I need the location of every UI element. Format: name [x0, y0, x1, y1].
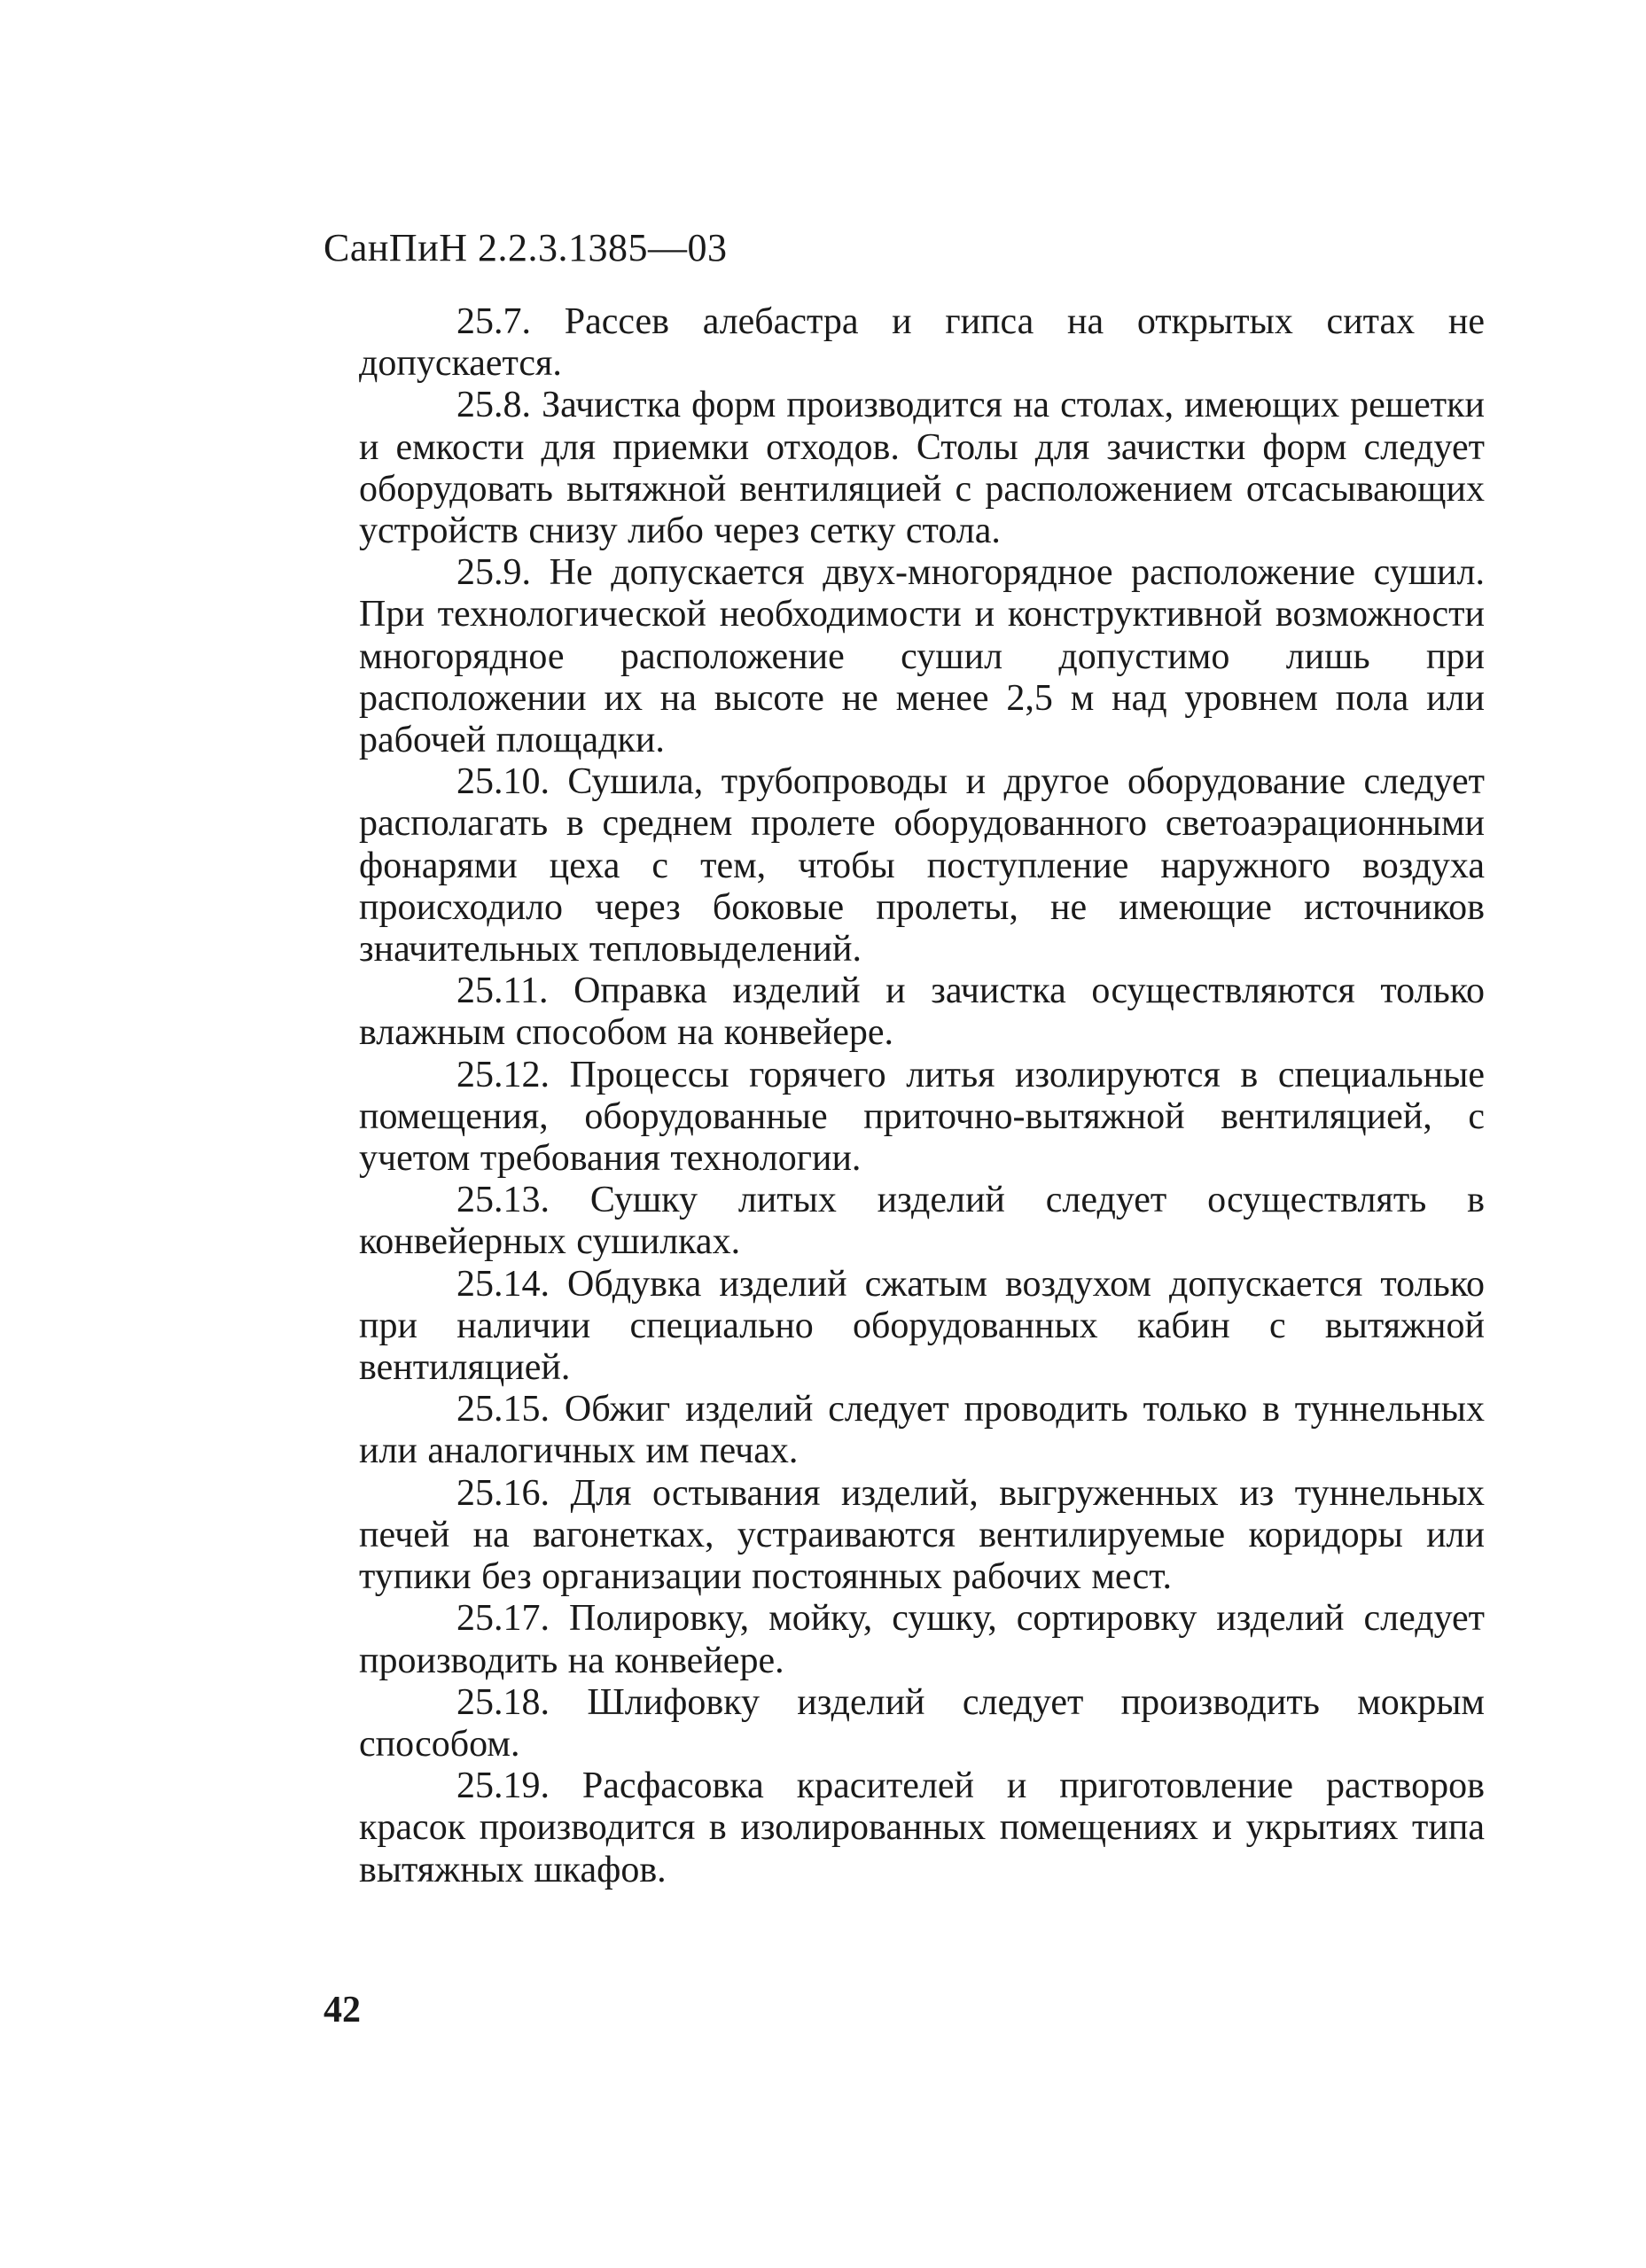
paragraph-25-18: [359, 1682, 1485, 1765]
paragraph-text: Шлифовку изделий следует производить мокрым способом.: [359, 1681, 1486, 1765]
paragraph-number: 25.16.: [456, 1472, 550, 1514]
paragraph-text: Обжиг изделий следует проводить только в туннельных или аналогичных им печах.: [359, 1389, 1485, 1472]
paragraph-25-12: [359, 1055, 1485, 1181]
paragraph-25-15: [359, 1389, 1485, 1472]
paragraph-25-13: [359, 1180, 1485, 1263]
paragraph-25-10: [359, 761, 1485, 970]
paragraph-text: Расфасовка красителей и приготовление растворов красок производится в изолированных помещениях и укрытиях типа вытяжных шкафов.: [359, 1765, 1485, 1890]
paragraph-text: Полировку, мойку, сушку, сортировку изделий следует производить на конвейере.: [359, 1598, 1486, 1681]
paragraph-text: Процессы горячего литья изолируются в специальные помещения, оборудованные приточно-вытяжной вентиляцией, с учетом требования технологии.: [359, 1054, 1486, 1180]
paragraph-text: Не допускается двух-многорядное расположение сушил. При технологической необходимости и конструктивной возможности многорядное расположение сушил допустимо лишь при расположении их на высоте не менее 2,5 м над уровнем пола или рабочей площадки.: [359, 552, 1485, 761]
paragraph-number: 25.13.: [456, 1180, 550, 1221]
paragraph-25-14: [359, 1264, 1485, 1390]
paragraph-25-7: [359, 301, 1485, 385]
paragraph-text: Сушку литых изделий следует осуществлять в конвейерных сушилках.: [359, 1180, 1486, 1263]
paragraph-number: 25.18.: [456, 1681, 550, 1723]
paragraph-25-9: [359, 552, 1485, 761]
paragraph-25-11: [359, 970, 1485, 1054]
document-code-header: СанПиН 2.2.3.1385—03: [324, 226, 728, 269]
paragraph-text: Обдувка изделий сжатым воздухом допускается только при наличии специально оборудованных кабин с вытяжной вентиляцией.: [359, 1263, 1486, 1389]
paragraph-number: 25.15.: [456, 1389, 550, 1430]
page-number: 42: [324, 1990, 361, 2030]
paragraph-number: 25.8.: [456, 385, 531, 426]
paragraph-number: 25.11.: [456, 970, 549, 1012]
paragraph-text: Оправка изделий и зачистка осуществляются только влажным способом на конвейере.: [359, 970, 1486, 1054]
paragraph-text: Сушила, трубопроводы и другое оборудование следует располагать в среднем пролете оборудованного светоаэрационными фонарями цеха с тем, чтобы поступление наружного воздуха происходило через боковые пролеты, не имеющие источников значительных тепловыделений.: [359, 761, 1486, 970]
document-body: [359, 301, 1485, 1891]
paragraph-25-19: [359, 1765, 1485, 1891]
paragraph-25-8: [359, 385, 1485, 552]
paragraph-25-17: [359, 1598, 1485, 1681]
paragraph-text: Рассев алебастра и гипса на открытых ситах не допускается.: [359, 301, 1486, 385]
paragraph-number: 25.14.: [456, 1263, 550, 1305]
paragraph-number: 25.17.: [456, 1598, 550, 1640]
paragraph-number: 25.19.: [456, 1765, 550, 1807]
paragraph-text: Для остывания изделий, выгруженных из туннельных печей на вагонетках, устраиваются вентилируемые коридоры или тупики без организации постоянных рабочих мест.: [359, 1472, 1486, 1598]
paragraph-number: 25.10.: [456, 761, 550, 803]
paragraph-number: 25.7.: [456, 301, 531, 342]
paragraph-25-16: [359, 1473, 1485, 1599]
paragraph-number: 25.12.: [456, 1054, 550, 1095]
paragraph-text: Зачистка форм производится на столах, имеющих решетки и емкости для приемки отходов. Столы для зачистки форм следует оборудовать вытяжной вентиляцией с расположением отсасывающих устройств снизу либо через сетку стола.: [359, 385, 1485, 552]
paragraph-number: 25.9.: [456, 552, 531, 594]
